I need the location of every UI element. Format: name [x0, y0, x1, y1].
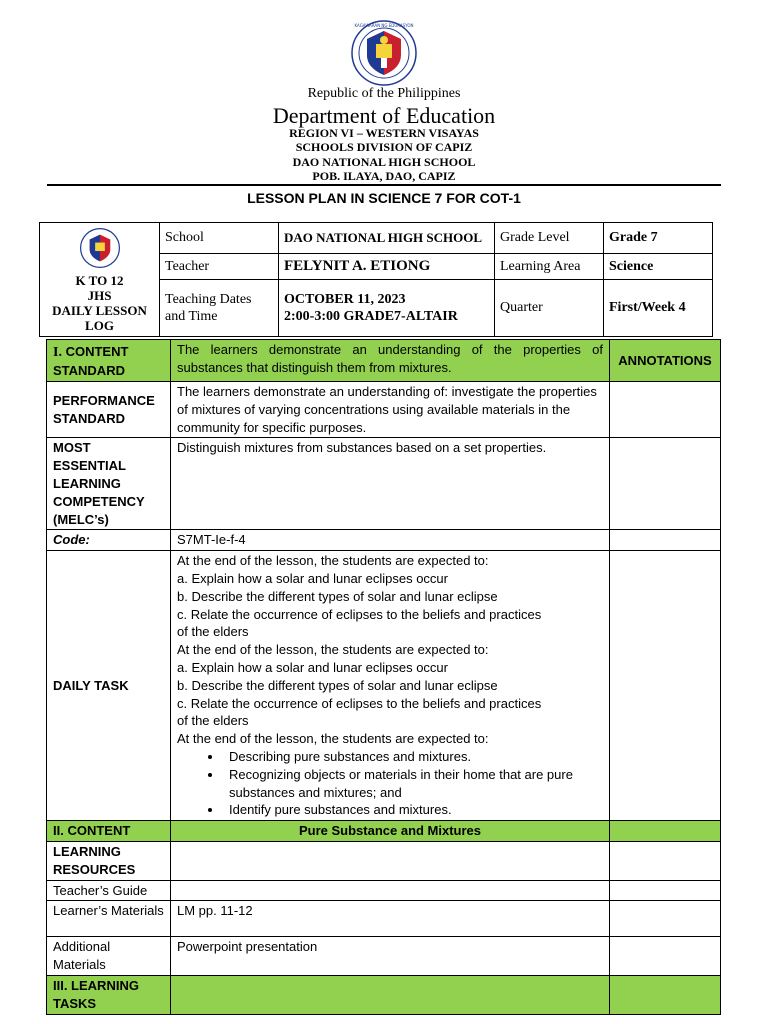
daily-task-line: c. Relate the occurrence of eclipses to the beliefs and practices: [177, 606, 542, 622]
learning-area-label: Learning Area: [495, 254, 604, 280]
teaching-dates-label-line1: Teaching Dates: [165, 292, 252, 307]
additional-materials-annotation-cell: [610, 937, 721, 976]
teaching-dates-label: [160, 280, 279, 337]
melc-text: Distinguish mixtures from substances based on a set properties.: [171, 438, 610, 530]
performance-standard-label: PERFORMANCE STANDARD: [47, 382, 171, 438]
teacher-value: FELYNIT A. ETIONG: [279, 254, 495, 280]
school-value: DAO NATIONAL HIGH SCHOOL: [279, 223, 495, 254]
daily-task-line: a. Explain how a solar and lunar eclipses occur: [177, 659, 448, 675]
melc-label-abbr: (MELC’s): [53, 511, 109, 527]
school-label: School: [160, 223, 279, 254]
deped-seal-small-logo: [71, 228, 129, 268]
melc-annotation-cell: [610, 438, 721, 530]
learning-area-value: Science: [604, 254, 713, 280]
dll-label-cell: [40, 223, 160, 337]
department-heading: Department of Education: [272, 103, 496, 128]
annotations-header: ANNOTATIONS: [610, 340, 721, 382]
dll-label-line3: DAILY LESSON: [52, 303, 147, 318]
daily-task-line: b. Describe the different types of solar and lunar eclipse: [177, 677, 498, 693]
content-annotation-cell: [610, 821, 721, 842]
learning-resources-annotation-cell: [610, 841, 721, 880]
quarter-label: Quarter: [495, 280, 604, 337]
content-section-label: II. CONTENT: [47, 821, 171, 842]
teachers-guide-text: [171, 880, 610, 901]
performance-annotation-cell: [610, 382, 721, 438]
code-annotation-cell: [610, 530, 721, 551]
daily-task-bullet: • Identify pure substances and mixtures.: [223, 801, 603, 819]
daily-task-line: of the elders: [177, 624, 249, 640]
additional-materials-text: Powerpoint presentation: [171, 937, 610, 976]
daily-task-annotation-cell: [610, 551, 721, 821]
learners-materials-text: LM pp. 11-12: [171, 901, 610, 937]
school-heading: DAO NATIONAL HIGH SCHOOL: [292, 155, 476, 169]
daily-task-text: [171, 551, 610, 821]
learning-tasks-label: III. LEARNING TASKS: [47, 975, 171, 1014]
daily-task-line: c. Relate the occurrence of eclipses to the beliefs and practices: [177, 695, 542, 711]
republic-heading: Republic of the Philippines: [307, 86, 461, 101]
daily-task-bullet: • Describing pure substances and mixtures.: [223, 748, 603, 766]
content-standard-label-text: CONTENT STANDARD: [53, 344, 129, 378]
dll-label-line4: LOG: [85, 318, 114, 333]
daily-task-line: At the end of the lesson, the students are expected to:: [177, 642, 489, 658]
melc-label: [47, 438, 171, 530]
daily-task-line: b. Describe the different types of solar and lunar eclipse: [177, 588, 498, 604]
grade-level-value: Grade 7: [604, 223, 713, 254]
learning-resources-text: [171, 841, 610, 880]
grade-level-label: Grade Level: [495, 223, 604, 254]
dll-label-line1: K TO 12: [75, 273, 124, 288]
dll-label-line2: JHS: [87, 288, 112, 303]
daily-task-line: a. Explain how a solar and lunar eclipses occur: [177, 570, 448, 586]
daily-lesson-log-header: [39, 222, 713, 337]
region-heading: REGION VI – WESTERN VISAYAS: [289, 126, 479, 140]
learning-tasks-text: [171, 975, 610, 1014]
teachers-guide-annotation-cell: [610, 880, 721, 901]
division-heading: SCHOOLS DIVISION OF CAPIZ: [295, 140, 473, 154]
content-standard-text: The learners demonstrate an understanding of the properties of substances that distinguish them from mixtures.: [171, 340, 610, 382]
lesson-plan-table: [46, 339, 721, 1015]
daily-task-bullet: • Recognizing objects or materials in their home that are pure substances and mixtures; and: [223, 766, 603, 802]
header-divider: [47, 184, 721, 186]
teaching-dates-value: [279, 280, 495, 337]
quarter-value: First/Week 4: [604, 280, 713, 337]
teacher-label: Teacher: [160, 254, 279, 280]
daily-task-line: At the end of the lesson, the students are expected to:: [177, 553, 489, 569]
additional-materials-label: Additional Materials: [47, 937, 171, 976]
content-standard-numeral: I.: [53, 345, 62, 360]
svg-text:KAGAWARAN NG EDUKASYON: KAGAWARAN NG EDUKASYON: [354, 23, 414, 28]
content-standard-label: [47, 340, 171, 382]
melc-label-main: MOST ESSENTIAL LEARNING COMPETENCY: [53, 440, 145, 509]
code-text: S7MT-Ie-f-4: [171, 530, 610, 551]
learners-materials-annotation-cell: [610, 901, 721, 937]
daily-task-line: of the elders: [177, 713, 249, 729]
content-section-text: Pure Substance and Mixtures: [171, 821, 610, 842]
daily-task-label: DAILY TASK: [47, 551, 171, 821]
daily-task-bullets: [177, 748, 603, 819]
learners-materials-label: Learner’s Materials: [47, 901, 171, 937]
address-heading: POB. ILAYA, DAO, CAPIZ: [312, 169, 456, 183]
teaching-time: 2:00-3:00 GRADE7-ALTAIR: [284, 309, 458, 324]
teaching-dates-label-line2: and Time: [165, 309, 218, 324]
learning-resources-label: LEARNING RESOURCES: [47, 841, 171, 880]
deped-seal-logo: [351, 20, 417, 86]
daily-task-line: At the end of the lesson, the students are expected to:: [177, 731, 489, 747]
teachers-guide-label: Teacher’s Guide: [47, 880, 171, 901]
code-label: Code:: [47, 530, 171, 551]
learning-tasks-annotation-cell: [610, 975, 721, 1014]
performance-standard-text: The learners demonstrate an understanding of: investigate the properties of mixtures of varying concentrations using available materials in the community for specific purposes.: [171, 382, 610, 438]
teaching-date: OCTOBER 11, 2023: [284, 292, 406, 307]
lesson-plan-title: LESSON PLAN IN SCIENCE 7 FOR COT-1: [247, 190, 521, 206]
